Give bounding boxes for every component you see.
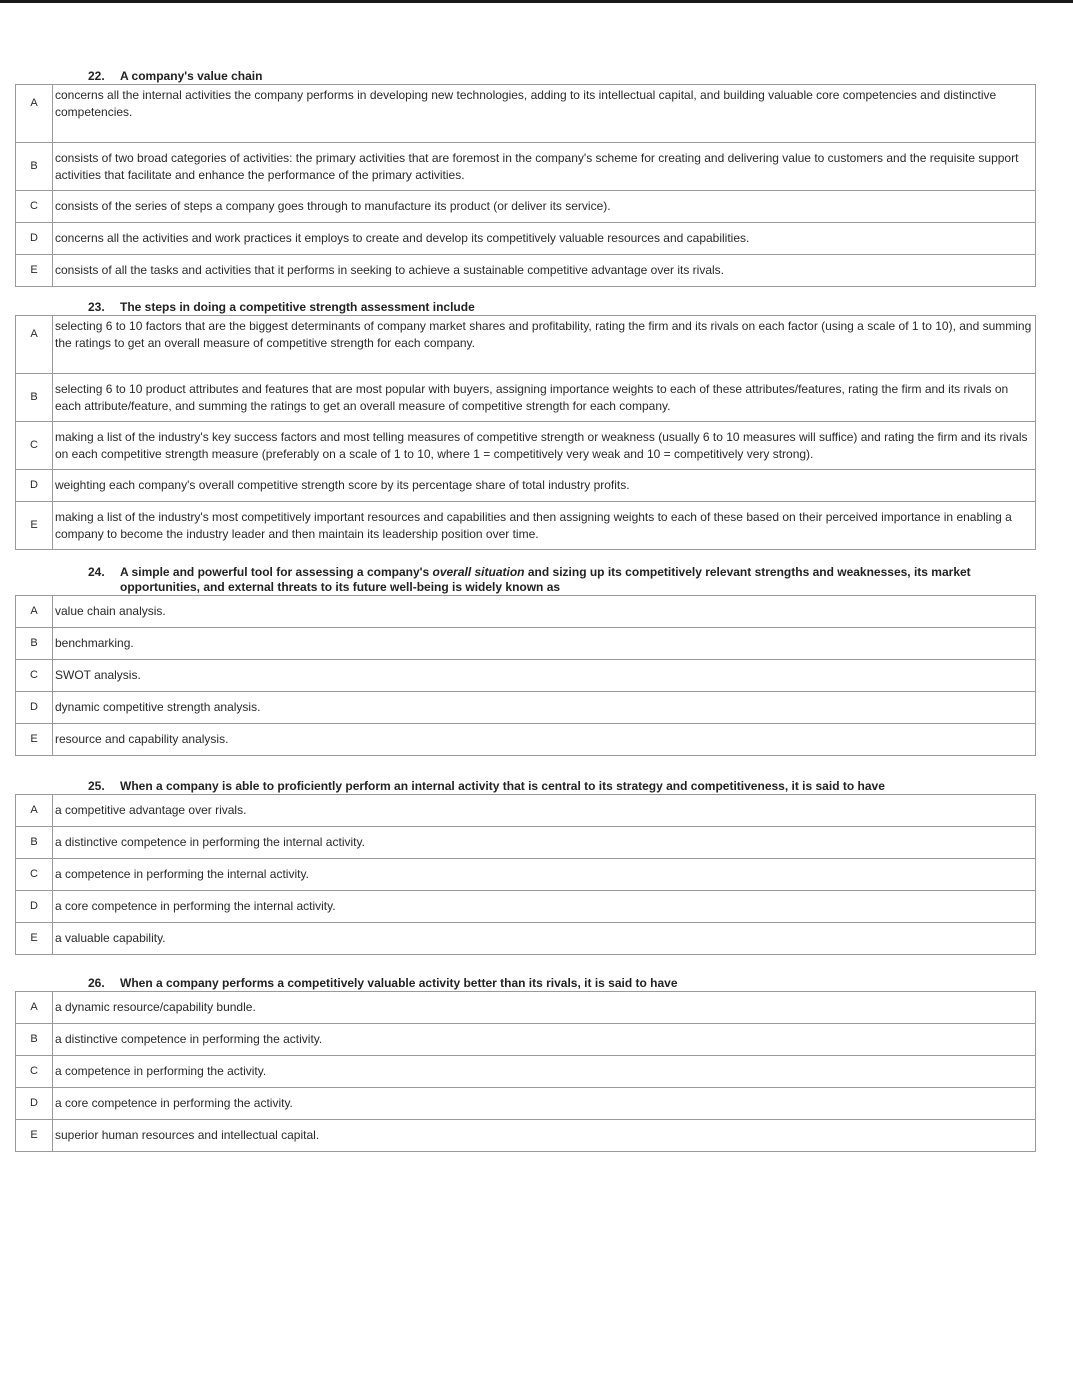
question-number: 24.	[88, 565, 105, 579]
option-letter: E	[16, 502, 53, 550]
option-row[interactable]	[16, 422, 1036, 470]
option-text: a valuable capability.	[53, 923, 1036, 955]
option-letter: C	[16, 1056, 53, 1088]
question-22	[15, 68, 1036, 287]
option-row[interactable]	[16, 992, 1036, 1024]
question-title	[15, 778, 1036, 794]
option-text: value chain analysis.	[53, 596, 1036, 628]
option-letter: C	[16, 859, 53, 891]
option-row[interactable]	[16, 891, 1036, 923]
option-row[interactable]	[16, 827, 1036, 859]
option-letter: C	[16, 660, 53, 692]
option-row[interactable]	[16, 1024, 1036, 1056]
option-row[interactable]	[16, 692, 1036, 724]
question-title	[15, 68, 1036, 84]
option-text: a distinctive competence in performing the activity.	[53, 1024, 1036, 1056]
option-letter: A	[16, 316, 53, 374]
option-letter: A	[16, 596, 53, 628]
options-table	[15, 84, 1036, 287]
options-table	[15, 794, 1036, 955]
question-number: 23.	[88, 300, 105, 314]
option-letter: A	[16, 85, 53, 143]
option-letter: E	[16, 1120, 53, 1152]
option-text: concerns all the internal activities the company performs in developing new technologies, adding to its intellectual capital, and building valuable core competencies and distinctive competencies.	[53, 85, 1036, 143]
option-row[interactable]	[16, 1056, 1036, 1088]
option-text: a competence in performing the internal activity.	[53, 859, 1036, 891]
question-title	[15, 975, 1036, 991]
option-letter: B	[16, 374, 53, 422]
option-row[interactable]	[16, 628, 1036, 660]
question-prompt-start: A simple and powerful tool for assessing a company's	[120, 565, 433, 579]
option-letter: D	[16, 692, 53, 724]
question-prompt-italic: overall situation	[432, 565, 525, 579]
question-number: 25.	[88, 779, 105, 793]
option-text: dynamic competitive strength analysis.	[53, 692, 1036, 724]
option-text: a competence in performing the activity.	[53, 1056, 1036, 1088]
option-text: benchmarking.	[53, 628, 1036, 660]
option-text: making a list of the industry's key success factors and most telling measures of competitive strength or weakness (usually 6 to 10 measures will suffice) and rating the firm and its rivals on each competitive strength measure (preferably on a scale of 1 to 10, where 1 = competitively very weak and 10 = competitively very strong).	[53, 422, 1036, 470]
option-text: resource and capability analysis.	[53, 724, 1036, 756]
question-23	[15, 299, 1036, 550]
option-row[interactable]	[16, 223, 1036, 255]
option-row[interactable]	[16, 85, 1036, 143]
option-row[interactable]	[16, 923, 1036, 955]
option-letter: E	[16, 923, 53, 955]
option-text: a distinctive competence in performing the internal activity.	[53, 827, 1036, 859]
option-letter: B	[16, 827, 53, 859]
question-24	[15, 564, 1036, 756]
option-text: a competitive advantage over rivals.	[53, 795, 1036, 827]
option-row[interactable]	[16, 596, 1036, 628]
option-row[interactable]	[16, 795, 1036, 827]
question-number: 26.	[88, 976, 105, 990]
option-letter: D	[16, 470, 53, 502]
question-prompt: When a company performs a competitively valuable activity better than its rivals, it is said to have	[120, 976, 678, 990]
option-letter: E	[16, 255, 53, 287]
option-row[interactable]	[16, 143, 1036, 191]
option-text: a core competence in performing the internal activity.	[53, 891, 1036, 923]
option-row[interactable]	[16, 859, 1036, 891]
options-table	[15, 991, 1036, 1152]
option-row[interactable]	[16, 374, 1036, 422]
option-text: superior human resources and intellectual capital.	[53, 1120, 1036, 1152]
option-text: selecting 6 to 10 product attributes and features that are most popular with buyers, assigning importance weights to each of these attributes/features, rating the firm and its rivals on each attribute/feature, and summing the ratings to get an overall measure of competitive strength for each company.	[53, 374, 1036, 422]
option-letter: A	[16, 992, 53, 1024]
option-letter: C	[16, 191, 53, 223]
option-letter: D	[16, 223, 53, 255]
question-prompt-line2: opportunities, and external threats to its future well-being is widely known as	[120, 580, 561, 594]
option-letter: E	[16, 724, 53, 756]
option-text: making a list of the industry's most competitively important resources and capabilities and then assigning weights to each of these based on their perceived importance in enabling a company to become the industry leader and then maintain its leadership position over time.	[53, 502, 1036, 550]
option-row[interactable]	[16, 255, 1036, 287]
option-letter: D	[16, 1088, 53, 1120]
option-text: concerns all the activities and work practices it employs to create and develop its competitively valuable resources and capabilities.	[53, 223, 1036, 255]
option-text: a dynamic resource/capability bundle.	[53, 992, 1036, 1024]
question-prompt: The steps in doing a competitive strength assessment include	[120, 300, 475, 314]
option-text: consists of all the tasks and activities that it performs in seeking to achieve a sustainable competitive advantage over its rivals.	[53, 255, 1036, 287]
option-row[interactable]	[16, 191, 1036, 223]
question-26	[15, 975, 1036, 1152]
option-text: weighting each company's overall competitive strength score by its percentage share of total industry profits.	[53, 470, 1036, 502]
option-text: selecting 6 to 10 factors that are the biggest determinants of company market shares and profitability, rating the firm and its rivals on each factor (using a scale of 1 to 10), and summing the ratings to get an overall measure of competitive strength for each company.	[53, 316, 1036, 374]
options-table	[15, 315, 1036, 550]
option-row[interactable]	[16, 1120, 1036, 1152]
option-letter: B	[16, 628, 53, 660]
question-title	[15, 299, 1036, 315]
question-prompt: A company's value chain	[120, 69, 263, 83]
option-row[interactable]	[16, 660, 1036, 692]
option-letter: C	[16, 422, 53, 470]
question-number: 22.	[88, 69, 105, 83]
options-table	[15, 595, 1036, 756]
option-row[interactable]	[16, 470, 1036, 502]
option-row[interactable]	[16, 316, 1036, 374]
option-letter: D	[16, 891, 53, 923]
option-row[interactable]	[16, 1088, 1036, 1120]
option-letter: A	[16, 795, 53, 827]
option-row[interactable]	[16, 502, 1036, 550]
option-text: consists of the series of steps a company goes through to manufacture its product (or deliver its service).	[53, 191, 1036, 223]
question-25	[15, 778, 1036, 955]
option-text: a core competence in performing the activity.	[53, 1088, 1036, 1120]
question-prompt-end: and sizing up its competitively relevant strengths and weaknesses, its market	[524, 565, 971, 579]
option-letter: B	[16, 1024, 53, 1056]
option-text: SWOT analysis.	[53, 660, 1036, 692]
option-row[interactable]	[16, 724, 1036, 756]
option-letter: B	[16, 143, 53, 191]
question-prompt: When a company is able to proficiently perform an internal activity that is central to its strategy and competitiveness, it is said to have	[120, 779, 885, 793]
top-border	[0, 0, 1073, 3]
option-text: consists of two broad categories of activities: the primary activities that are foremost in the company's scheme for creating and delivering value to customers and the requisite support activities that facilitate and enhance the performance of the primary activities.	[53, 143, 1036, 191]
question-title	[15, 564, 1036, 595]
